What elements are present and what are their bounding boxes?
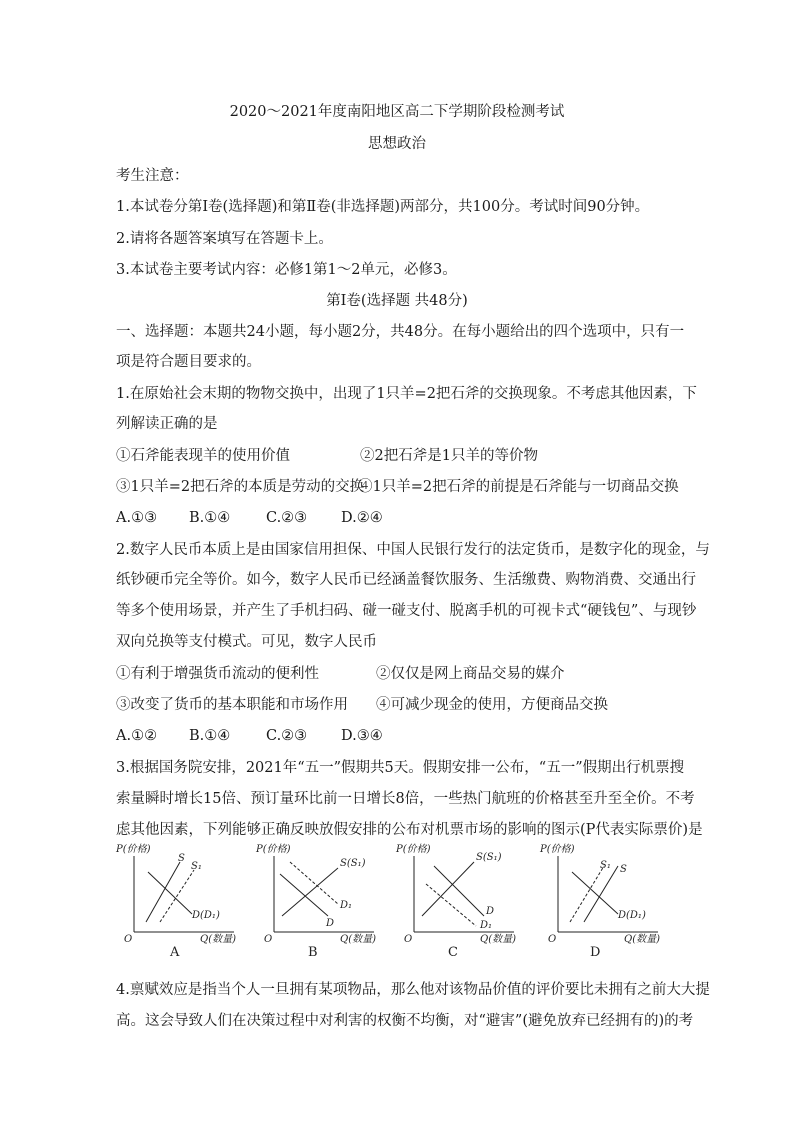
q2-option-3: ③改变了货币的基本职能和市场作用 bbox=[116, 697, 348, 713]
q3-stem: 虑其他因素，下列能够正确反映放假安排的公布对机票市场的影响的图示(P代表实际票价)是 bbox=[116, 822, 703, 838]
supply-label: S bbox=[620, 864, 627, 875]
q2-stem: 双向兑换等支付模式。可见，数字人民币 bbox=[116, 634, 377, 650]
notice-item: 1.本试卷分第Ⅰ卷(选择题)和第Ⅱ卷(非选择题)两部分，共100分。考试时间90分钟。 bbox=[116, 199, 650, 215]
q1-option-3: ③1只羊=2把石斧的本质是劳动的交换 bbox=[116, 479, 365, 495]
graph-b bbox=[256, 842, 386, 960]
q2-stem: 等多个使用场景，并产生了手机扫码、碰一碰支付、脱离手机的可视卡式“硬钱包”、与现钞 bbox=[116, 603, 697, 619]
q2-option-4: ④可减少现金的使用，方便商品交换 bbox=[376, 697, 608, 713]
demand-label: D bbox=[326, 918, 335, 929]
demand-label: D(D₁) bbox=[618, 910, 646, 921]
q2-stem: 2.数字人民币本质上是由国家信用担保、中国人民银行发行的法定货币，是数字化的现金，与 bbox=[116, 542, 710, 558]
section-intro: 项是符合题目要求的。 bbox=[116, 354, 261, 370]
q2-option-2: ②仅仅是网上商品交易的媒介 bbox=[376, 666, 565, 682]
q2-choice-c: C.②③ bbox=[266, 728, 308, 744]
q1-choice-d: D.②④ bbox=[341, 510, 383, 526]
origin-label: O bbox=[124, 934, 133, 945]
x-axis-label: Q(数量) bbox=[624, 934, 661, 945]
q3-stem: 3.根据国务院安排，2021年“五一”假期共5天。假期安排一公布，“五一”假期出行机票搜 bbox=[116, 760, 685, 776]
q1-option-4: ④1只羊=2把石斧的前提是石斧能与一切商品交换 bbox=[358, 479, 679, 495]
q2-stem: 纸钞硬币完全等价。如今，数字人民币已经涵盖餐饮服务、生活缴费、购物消费、交通出行 bbox=[116, 572, 696, 588]
supply-label: S(S₁) bbox=[340, 858, 366, 869]
q2-choice-d: D.③④ bbox=[341, 728, 383, 744]
demand-new-label: D₁ bbox=[340, 900, 353, 911]
y-axis-label: P(价格) bbox=[116, 844, 151, 855]
origin-label: O bbox=[264, 934, 273, 945]
graph-d bbox=[540, 842, 670, 960]
origin-label: O bbox=[548, 934, 557, 945]
exam-title: 2020～2021年度南阳地区高二下学期阶段检测考试 bbox=[229, 104, 565, 120]
x-axis-label: Q(数量) bbox=[340, 934, 377, 945]
y-axis-label: P(价格) bbox=[256, 844, 291, 855]
supply-label: S bbox=[178, 853, 185, 864]
q2-option-1: ①有利于增强货币流动的便利性 bbox=[116, 666, 319, 682]
supply-new-label: S₁ bbox=[600, 860, 611, 871]
q3-stem: 索量瞬时增长15倍、预订量环比前一日增长8倍，一些热门航班的价格甚至升至全价。不考 bbox=[116, 791, 695, 807]
part1-title: 第Ⅰ卷(选择题 共48分) bbox=[326, 293, 468, 309]
q1-choice-b: B.①④ bbox=[189, 510, 231, 526]
notice-item: 3.本试卷主要考试内容：必修1第1～2单元，必修3。 bbox=[116, 262, 457, 278]
section-intro: 一、选择题：本题共24小题，每小题2分，共48分。在每小题给出的四个选项中，只有一 bbox=[116, 324, 685, 340]
q4-stem: 4.禀赋效应是指当个人一旦拥有某项物品，那么他对该物品价值的评价要比未拥有之前大大提 bbox=[116, 982, 710, 998]
y-axis-label: P(价格) bbox=[396, 844, 431, 855]
subject-title: 思想政治 bbox=[368, 136, 426, 152]
graph-label: C bbox=[448, 945, 458, 960]
notice-heading: 考生注意： bbox=[116, 168, 189, 184]
q1-stem: 列解读正确的是 bbox=[116, 416, 218, 432]
q1-option-1: ①石斧能表现羊的使用价值 bbox=[116, 448, 290, 464]
q2-choice-a: A.①② bbox=[116, 728, 158, 744]
supply-label: S(S₁) bbox=[476, 852, 502, 863]
x-axis-label: Q(数量) bbox=[200, 934, 237, 945]
q4-stem: 高。这会导致人们在决策过程中对利害的权衡不均衡，对“避害”(避免放弃已经拥有的)的考 bbox=[116, 1013, 694, 1029]
demand-label: D bbox=[486, 906, 495, 917]
x-axis-label: Q(数量) bbox=[480, 934, 517, 945]
graph-c bbox=[396, 842, 526, 960]
graph-a bbox=[116, 842, 246, 960]
notice-item: 2.请将各题答案填写在答题卡上。 bbox=[116, 231, 333, 247]
graph-label: D bbox=[590, 945, 601, 960]
q1-option-2: ②2把石斧是1只羊的等价物 bbox=[360, 448, 538, 464]
origin-label: O bbox=[404, 934, 413, 945]
q1-choice-a: A.①③ bbox=[116, 510, 158, 526]
demand-label: D(D₁) bbox=[192, 910, 220, 921]
q1-stem: 1.在原始社会末期的物物交换中，出现了1只羊=2把石斧的交换现象。不考虑其他因素，下 bbox=[116, 386, 697, 402]
demand-new-label: D₁ bbox=[480, 920, 493, 931]
graph-label: A bbox=[170, 945, 180, 960]
y-axis-label: P(价格) bbox=[540, 844, 575, 855]
q1-choice-c: C.②③ bbox=[266, 510, 308, 526]
supply-new-label: S₁ bbox=[191, 861, 202, 872]
graph-label: B bbox=[308, 945, 318, 960]
q2-choice-b: B.①④ bbox=[189, 728, 231, 744]
